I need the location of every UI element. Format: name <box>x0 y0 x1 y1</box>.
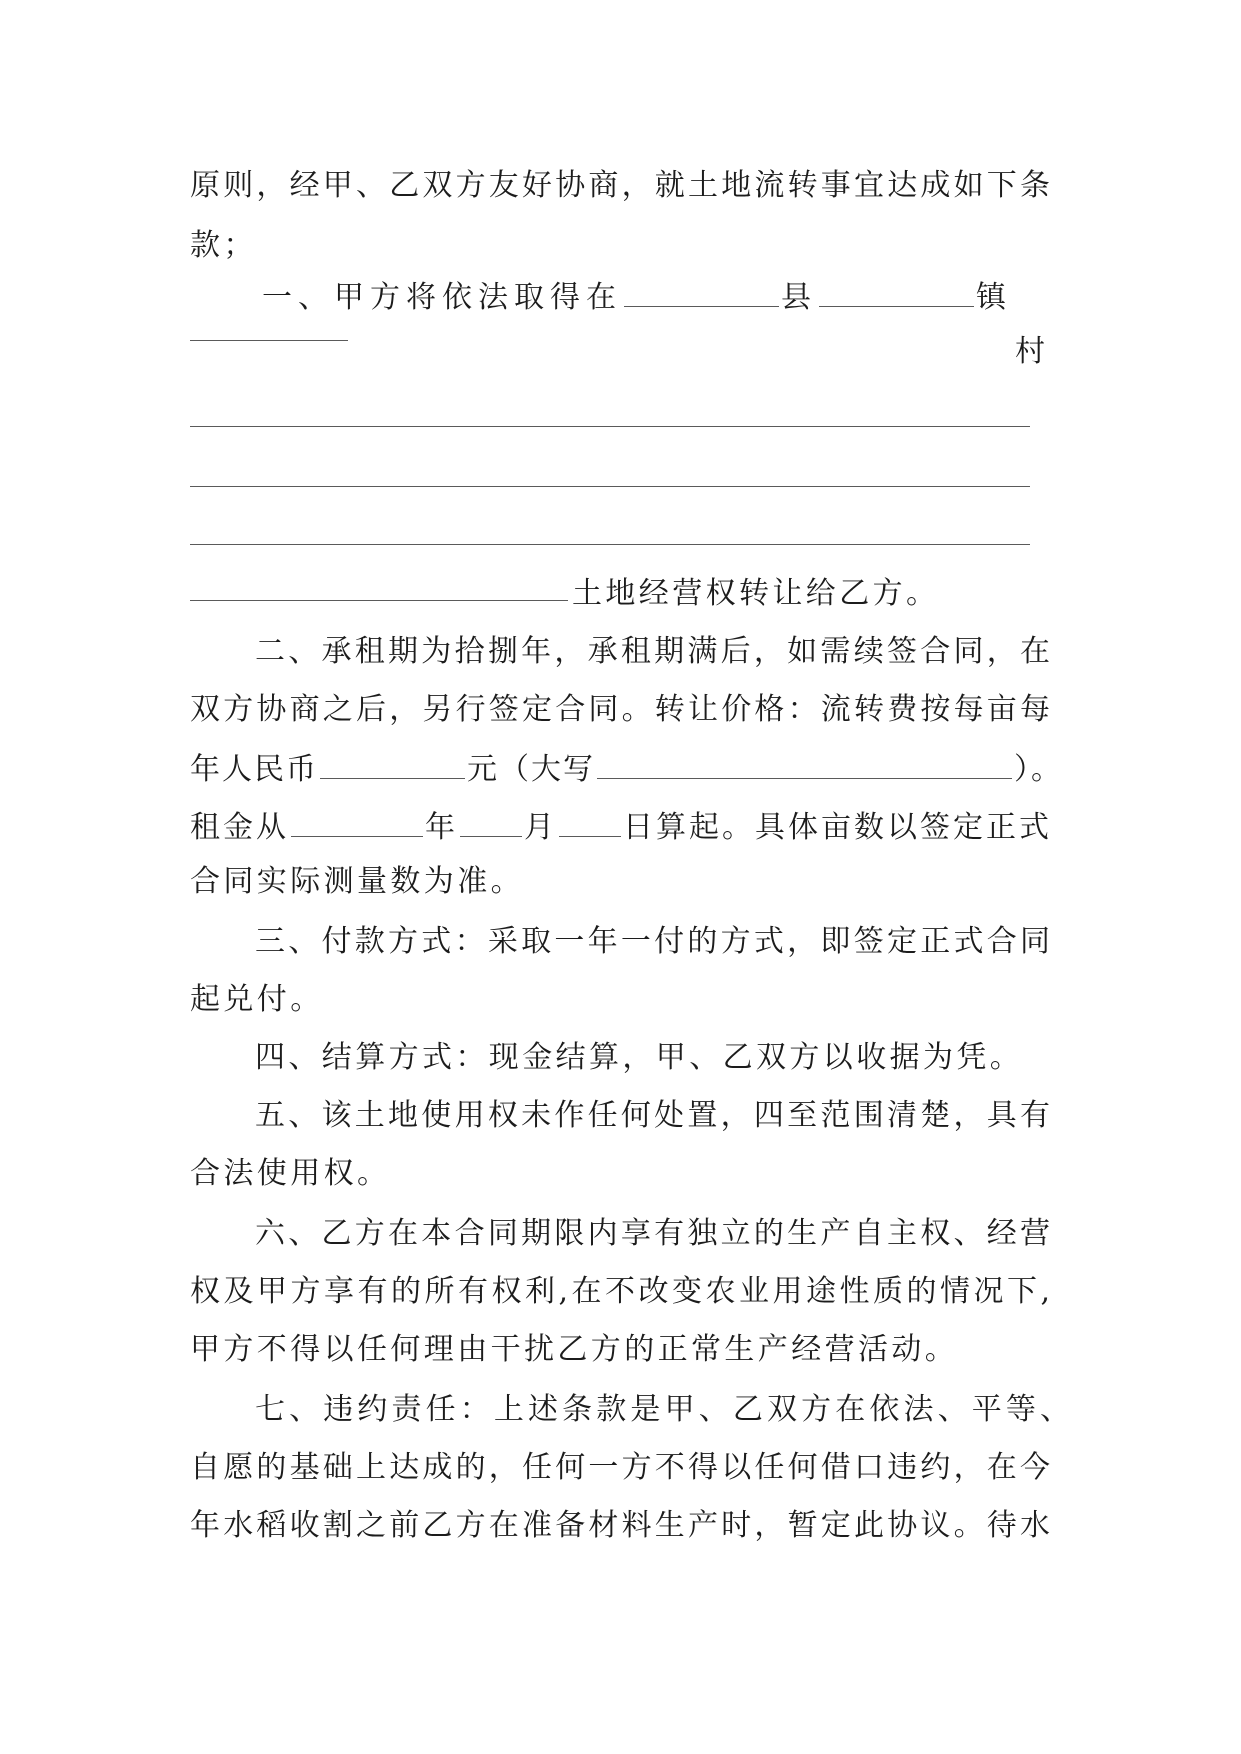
line-text: 年 <box>425 810 458 845</box>
text-line <box>190 1502 1050 1550</box>
village-label: 村 <box>1015 334 1049 369</box>
line-text: 合同实际测量数为准。 <box>190 864 524 899</box>
price-blank <box>320 744 465 779</box>
line-text: 自愿的基础上达成的，任何一方不得以任何借口违约，在今 <box>190 1450 1050 1485</box>
rent-start-line <box>190 802 1050 850</box>
text-line <box>1015 328 1055 376</box>
text-line <box>190 162 1050 210</box>
line-text: 七、违约责任：上述条款是甲、乙双方在依法、平等、 <box>255 1392 1070 1427</box>
line-text: 款； <box>190 228 257 263</box>
line-text: 四、结算方式：现金结算，甲、乙双方以收据为凭。 <box>255 1040 1024 1075</box>
line-text: 日算起。具体亩数以签定正式 <box>623 810 1052 845</box>
clause-1-line <box>262 272 1052 320</box>
month-blank <box>460 802 522 837</box>
text-line <box>190 1268 1050 1316</box>
text-line <box>190 1444 1050 1492</box>
clause-1-text: 一、甲方将依法取得在 <box>262 280 622 315</box>
line-text: 租金从 <box>190 810 289 845</box>
line-text: 月 <box>524 810 557 845</box>
line-text: 三、付款方式：采取一年一付的方式，即签定正式合同 <box>255 924 1050 959</box>
price-in-words-blank <box>597 744 1012 779</box>
text-line <box>255 918 1050 966</box>
text-line <box>190 1326 1050 1374</box>
text-line <box>190 222 1050 270</box>
line-text: 五、该土地使用权未作任何处置，四至范围清楚，具有 <box>255 1098 1050 1133</box>
line-text: ）。 <box>1014 752 1063 787</box>
text-line <box>572 570 1052 618</box>
town-label: 镇 <box>976 280 1012 315</box>
village-blank <box>190 340 348 341</box>
line-text: 权及甲方享有的所有权利,在不改变农业用途性质的情况下, <box>190 1274 1050 1309</box>
land-description-blank <box>190 544 1030 545</box>
town-blank <box>819 272 974 307</box>
text-line <box>190 858 1050 906</box>
line-text: 双方协商之后，另行签定合同。转让价格：流转费按每亩每 <box>190 692 1050 727</box>
text-line <box>255 1210 1050 1258</box>
line-text: 六、乙方在本合同期限内享有独立的生产自主权、经营 <box>255 1216 1050 1251</box>
line-text: 土地经营权转让给乙方。 <box>572 576 940 611</box>
county-label: 县 <box>781 280 817 315</box>
line-text: 合法使用权。 <box>190 1156 391 1191</box>
text-line <box>190 686 1050 734</box>
text-line <box>190 1150 1050 1198</box>
line-text: 年人民币 <box>190 752 318 787</box>
line-text: 甲方不得以任何理由干扰乙方的正常生产经营活动。 <box>190 1332 959 1367</box>
line-text: 元（大写 <box>467 752 595 787</box>
text-line <box>190 976 1050 1024</box>
county-blank <box>624 272 779 307</box>
day-blank <box>559 802 621 837</box>
line-text: 年水稻收割之前乙方在准备材料生产时，暂定此协议。待水 <box>190 1508 1050 1543</box>
text-line <box>255 628 1050 676</box>
land-description-blank <box>190 426 1030 427</box>
text-line <box>255 1386 1070 1434</box>
price-line <box>190 744 1070 792</box>
text-line <box>255 1092 1050 1140</box>
year-blank <box>291 802 423 837</box>
land-description-blank <box>190 486 1030 487</box>
line-text: 起兑付。 <box>190 982 324 1017</box>
line-text: 二、承租期为拾捌年，承租期满后，如需续签合同，在 <box>255 634 1050 669</box>
text-line <box>255 1034 1050 1082</box>
land-description-blank <box>190 600 568 601</box>
line-text: 原则，经甲、乙双方友好协商，就土地流转事宜达成如下条 <box>190 168 1050 203</box>
